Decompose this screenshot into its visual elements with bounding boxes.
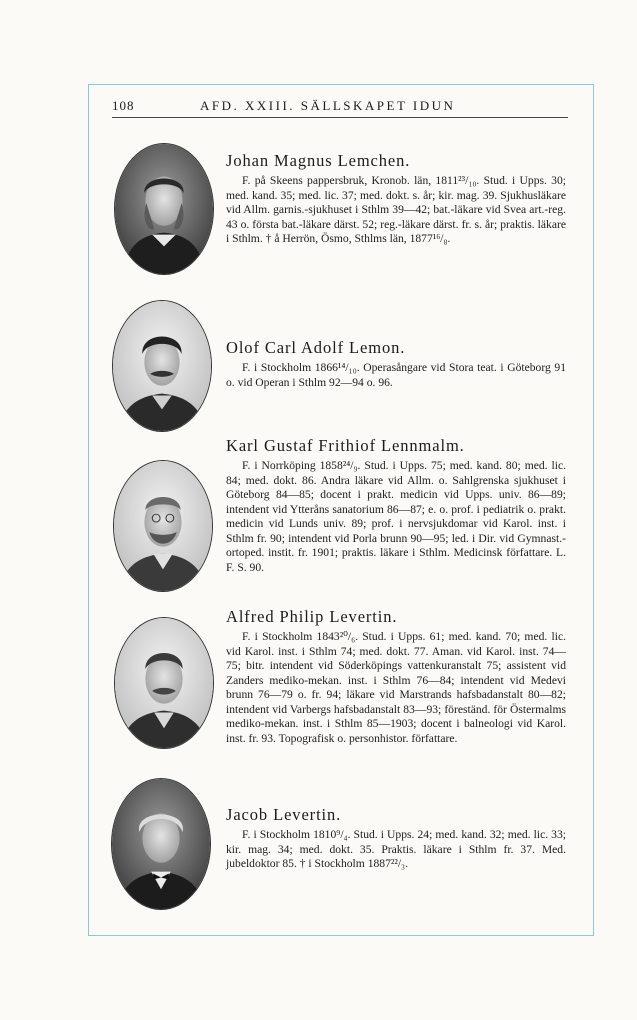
entry-bio: F. på Skeens pappersbruk, Kronob. län, 1811²³/₁₀. Stud. i Upps. 30; med. kand. 35; med. lic. 37; med. dokt. s. år; kir. mag. 39. Sjukhusläkare vid Allm. garnis.-sjukhuset i Sthlm 39—42; bat.-läkare vid Svea art.-reg. 43 o. första bat.-läkare därst. 52; reg.-läkare därst. fr. s. år; praktis. läkare i Sthlm. † å Herrön, Ösmo, Sthlms län, 1877¹⁶/₈.	[226, 174, 566, 245]
entry-bio: F. i Stockholm 1866¹⁴/₁₀. Operasångare vid Stora teat. i Göteborg 91 o. vid Operan i Sthlm 92—94 o. 96.	[226, 361, 566, 389]
entry-jacob-levertin	[226, 805, 566, 872]
portrait-lemchen	[114, 143, 214, 275]
page-number: 108	[112, 98, 135, 113]
portrait-alfred-levertin	[114, 617, 214, 749]
entry-name: Olof Carl Adolf Lemon.	[226, 338, 406, 357]
entry-alfred-levertin	[226, 607, 566, 746]
entry-name: Jacob Levertin.	[226, 805, 342, 824]
entry-name: Karl Gustaf Frithiof Lennmalm.	[226, 436, 465, 455]
portrait-lennmalm	[113, 460, 213, 592]
entry-bio: F. i Stockholm 1843²⁰/₆. Stud. i Upps. 61; med. kand. 70; med. lic. vid Karol. inst. i Sthlm 74; med. dokt. 77. Aman. vid Karol. inst. 74—75; bitr. intendent vid Söderköpings vattenkuranstalt 75; assistent vid Zanders mediko-mekan. inst. i Sthlm 76—84; intendent vid Medevi brunn 76—79 o. fr. 94; läkare vid Marstrands hafsbadanstalt 80—82; intendent vid Varbergs hafsbadanstalt 83—93; föreständ. för Östermalms mediko-mekan. inst. i Sthlm 85—1903; docent i balneologi vid Karol. inst. fr. 93. Topografisk o. personhistor. författare.	[226, 630, 566, 745]
running-head: AFD. XXIII. SÄLLSKAPET IDUN	[200, 98, 456, 113]
entry-lemchen	[226, 151, 566, 247]
portrait-jacob-levertin	[111, 778, 211, 910]
page-header	[112, 97, 568, 118]
entry-bio: F. i Stockholm 1810⁹/₄. Stud. i Upps. 24; med. kand. 32; med. lic. 33; kir. mag. 34; med. dokt. 35. Praktis. läkare i Sthlm fr. 37. Med. jubeldoktor 85. † i Stockholm 1887²²/₃.	[226, 828, 566, 870]
entry-name: Johan Magnus Lemchen.	[226, 151, 411, 170]
entry-lennmalm	[226, 436, 566, 575]
portrait-lemon	[112, 300, 212, 432]
entry-lemon	[226, 338, 566, 390]
entry-name: Alfred Philip Levertin.	[226, 607, 398, 626]
entry-bio: F. i Norrköping 1858²⁴/₉. Stud. i Upps. 75; med. kand. 80; med. lic. 84; med. dokt. 86. Andra läkare vid Allm. o. Sahlgrenska sjukhuset i Göteborg 84—85; docent i prakt. medicin vid Upps. univ. 86—89; intendent vid Ytteråns sanatorium 86—87; e. o. prof. i pediatrik o. prakt. medicin vid Lunds univ. 89; prof. i nervsjukdomar vid Karol. inst. i Sthlm fr. 90; intendent vid Porla brunn 90—95; led. i Dir. vid Gymnast.-ortoped. instit. fr. 1901; praktis. läkare i Sthlm. Medicinsk författare. L. F. S. 90.	[226, 459, 566, 574]
